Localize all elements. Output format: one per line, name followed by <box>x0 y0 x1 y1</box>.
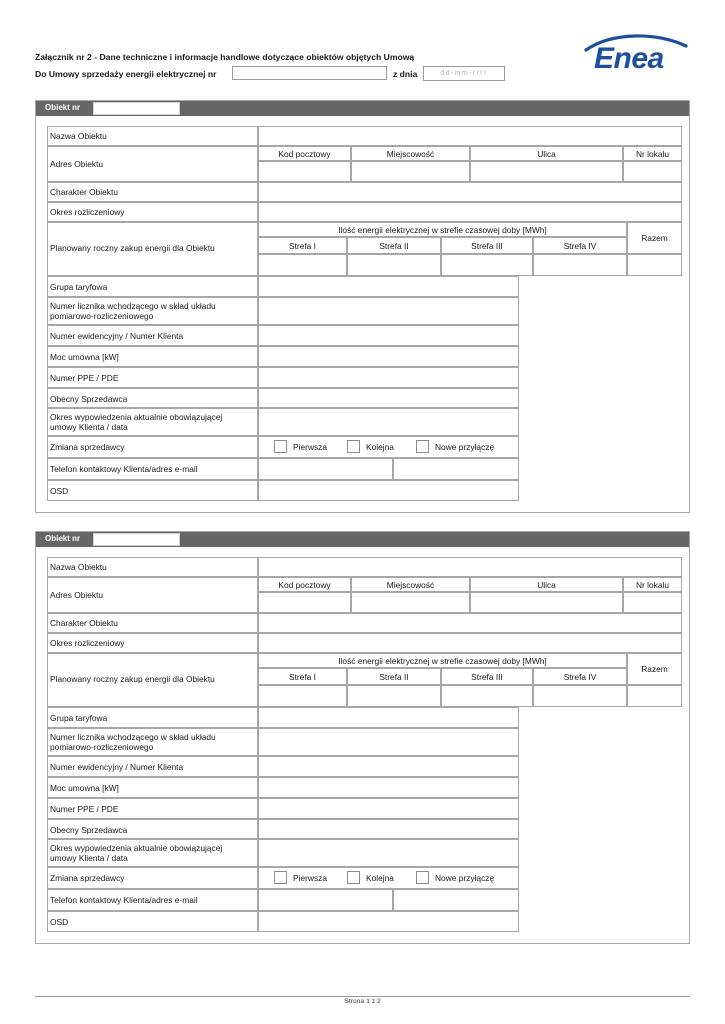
header-ulica: Ulica <box>537 580 556 590</box>
razem-input[interactable] <box>627 685 682 707</box>
label-grupa: Grupa taryfowa <box>50 282 108 292</box>
label-obecny: Obecny Sprzedawca <box>50 825 128 835</box>
label-zmiana: Zmiana sprzedawcy <box>50 442 125 452</box>
label-ewidencyjny: Numer ewidencyjny / Numer Klienta <box>50 331 184 341</box>
wypowiedzenie-input[interactable] <box>258 839 519 867</box>
licznik-input[interactable] <box>258 297 519 325</box>
header-miejscowosc: Miejscowość <box>386 580 435 590</box>
document-title: Załącznik nr 2 - Dane techniczne i informacje handlowe dotyczące obiektów objętych Umową <box>35 52 415 62</box>
header-ulica: Ulica <box>537 149 556 159</box>
strefa2-input[interactable] <box>347 254 441 276</box>
label-moc: Moc umowna [kW] <box>50 783 119 793</box>
logo-text: Enea <box>594 42 664 75</box>
osd-input[interactable] <box>258 480 519 501</box>
grupa-input[interactable] <box>258 276 519 297</box>
object-section <box>35 531 690 944</box>
header-razem: Razem <box>641 233 668 243</box>
ulica-input[interactable] <box>470 161 623 182</box>
label-wypowiedzenie: Okres wypowiedzenia aktualnie obowiązującej umowy Klienta / data <box>50 412 223 432</box>
miejscowosc-input[interactable] <box>351 592 470 613</box>
header-lokal: Nr lokalu <box>635 149 670 159</box>
label-adres: Adres Obiektu <box>50 590 104 600</box>
strefa1-input[interactable] <box>258 254 347 276</box>
ulica-input[interactable] <box>470 592 623 613</box>
label-okres: Okres rozliczeniowy <box>50 638 125 648</box>
header-strefa2: Strefa II <box>379 241 409 251</box>
label-ppe: Numer PPE / PDE <box>50 804 119 814</box>
object-number-label: Obiekt nr <box>45 534 81 543</box>
header-miejscowosc: Miejscowość <box>386 149 435 159</box>
header-strefa4: Strefa IV <box>563 241 597 251</box>
label-pierwsza: Pierwsza <box>293 873 327 883</box>
row-label-cell <box>47 480 258 501</box>
okres-input[interactable] <box>258 633 682 653</box>
miejscowosc-input[interactable] <box>351 161 470 182</box>
label-okres: Okres rozliczeniowy <box>50 207 125 217</box>
label-grupa: Grupa taryfowa <box>50 713 108 723</box>
label-zmiana: Zmiana sprzedawcy <box>50 873 125 883</box>
label-kolejna: Kolejna <box>366 442 394 452</box>
ppe-input[interactable] <box>258 798 519 819</box>
label-nowe: Nowe przyłączę <box>435 442 495 452</box>
object-number-input[interactable] <box>93 533 180 546</box>
contract-label: Do Umowy sprzedaży energii elektrycznej nr <box>35 69 217 79</box>
label-nazwa: Nazwa Obiektu <box>50 131 107 141</box>
grupa-input[interactable] <box>258 707 519 728</box>
licznik-input[interactable] <box>258 728 519 756</box>
label-licznik: Numer licznika wchodzącego w skład układu pomiarowo-rozliczeniowego <box>50 301 216 321</box>
wypowiedzenie-input[interactable] <box>258 408 519 436</box>
obecny-input[interactable] <box>258 388 519 408</box>
contract-date-input[interactable]: dd-mm-rrrr <box>423 66 505 81</box>
label-nowe: Nowe przyłączę <box>435 873 495 883</box>
object-number-input[interactable] <box>93 102 180 115</box>
telefon-input[interactable] <box>258 458 393 480</box>
charakter-input[interactable] <box>258 182 682 202</box>
charakter-input[interactable] <box>258 613 682 633</box>
label-osd: OSD <box>50 486 69 496</box>
enea-logo <box>582 34 694 78</box>
strefa1-input[interactable] <box>258 685 347 707</box>
kod-input[interactable] <box>258 161 351 182</box>
email-input[interactable] <box>393 458 519 480</box>
header-strefa4: Strefa IV <box>563 672 597 682</box>
strefa3-input[interactable] <box>441 254 533 276</box>
header-strefa1: Strefa I <box>289 672 316 682</box>
label-obecny: Obecny Sprzedawca <box>50 394 128 404</box>
telefon-input[interactable] <box>258 889 393 911</box>
header-razem: Razem <box>641 664 668 674</box>
osd-input[interactable] <box>258 911 519 932</box>
checkbox-pierwsza[interactable] <box>274 871 287 884</box>
label-wypowiedzenie: Okres wypowiedzenia aktualnie obowiązującej umowy Klienta / data <box>50 843 223 863</box>
label-telefon: Telefon kontaktowy Klienta/adres e-mail <box>50 464 198 474</box>
email-input[interactable] <box>393 889 519 911</box>
date-label: z dnia <box>393 69 418 79</box>
label-ppe: Numer PPE / PDE <box>50 373 119 383</box>
label-telefon: Telefon kontaktowy Klienta/adres e-mail <box>50 895 198 905</box>
checkbox-nowe-przylacze[interactable] <box>416 871 429 884</box>
ppe-input[interactable] <box>258 367 519 388</box>
moc-input[interactable] <box>258 346 519 367</box>
page-number: Strona 1 z 2 <box>344 998 381 1005</box>
label-pierwsza: Pierwsza <box>293 442 327 452</box>
lokal-input[interactable] <box>623 161 682 182</box>
label-charakter: Charakter Obiektu <box>50 187 118 197</box>
header-strefa3: Strefa III <box>471 241 503 251</box>
lokal-input[interactable] <box>623 592 682 613</box>
label-ewidencyjny: Numer ewidencyjny / Numer Klienta <box>50 762 184 772</box>
contract-number-input[interactable] <box>232 66 387 80</box>
header-ilosc: Ilość energii elektrycznej w strefie czasowej doby [MWh] <box>338 656 547 666</box>
footer-divider <box>35 996 690 997</box>
strefa2-input[interactable] <box>347 685 441 707</box>
strefa4-input[interactable] <box>533 254 627 276</box>
okres-input[interactable] <box>258 202 682 222</box>
nazwa-input[interactable] <box>258 557 682 577</box>
label-kolejna: Kolejna <box>366 873 394 883</box>
kod-input[interactable] <box>258 592 351 613</box>
strefa3-input[interactable] <box>441 685 533 707</box>
header-strefa3: Strefa III <box>471 672 503 682</box>
object-number-label: Obiekt nr <box>45 103 81 112</box>
header-kod: Kod pocztowy <box>278 149 331 159</box>
row-label-cell <box>47 911 258 932</box>
label-nazwa: Nazwa Obiektu <box>50 562 107 572</box>
label-charakter: Charakter Obiektu <box>50 618 118 628</box>
header-strefa2: Strefa II <box>379 672 409 682</box>
header-kod: Kod pocztowy <box>278 580 331 590</box>
moc-input[interactable] <box>258 777 519 798</box>
label-planowany: Planowany roczny zakup energii dla Obiektu <box>50 243 215 253</box>
razem-input[interactable] <box>627 254 682 276</box>
nazwa-input[interactable] <box>258 126 682 146</box>
ewidencyjny-input[interactable] <box>258 325 519 346</box>
label-licznik: Numer licznika wchodzącego w skład układu pomiarowo-rozliczeniowego <box>50 732 216 752</box>
label-moc: Moc umowna [kW] <box>50 352 119 362</box>
label-planowany: Planowany roczny zakup energii dla Obiektu <box>50 674 215 684</box>
checkbox-kolejna[interactable] <box>347 440 360 453</box>
checkbox-pierwsza[interactable] <box>274 440 287 453</box>
header-ilosc: Ilość energii elektrycznej w strefie czasowej doby [MWh] <box>338 225 547 235</box>
label-osd: OSD <box>50 917 69 927</box>
label-adres: Adres Obiektu <box>50 159 104 169</box>
object-section <box>35 100 690 513</box>
checkbox-nowe-przylacze[interactable] <box>416 440 429 453</box>
ewidencyjny-input[interactable] <box>258 756 519 777</box>
strefa4-input[interactable] <box>533 685 627 707</box>
obecny-input[interactable] <box>258 819 519 839</box>
header-lokal: Nr lokalu <box>635 580 670 590</box>
header-strefa1: Strefa I <box>289 241 316 251</box>
checkbox-kolejna[interactable] <box>347 871 360 884</box>
